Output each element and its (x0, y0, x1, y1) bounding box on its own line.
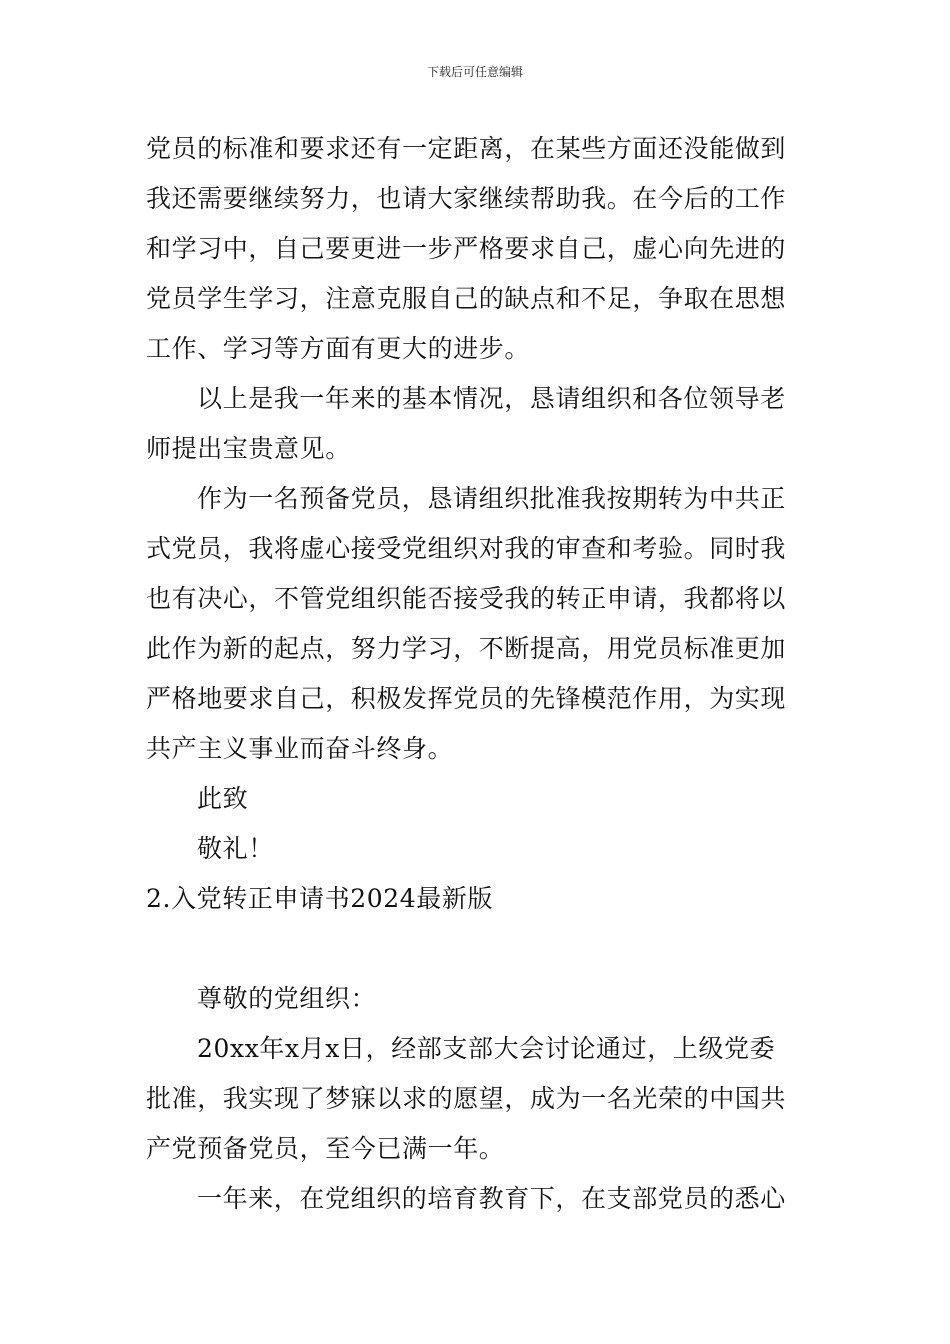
body-line: 批准，我实现了梦寐以求的愿望，成为一名光荣的中国共 (146, 1084, 787, 1113)
page-header-note: 下载后可任意编辑 (426, 65, 523, 79)
body-line: 式党员，我将虚心接受党组织对我的审查和考验。同时我 (146, 534, 787, 563)
body-line: 师提出宝贵意见。 (146, 434, 351, 463)
body-line: 20xx年x月x日，经部支部大会讨论通过，上级党委 (197, 1034, 776, 1063)
body-line: 工作、学习等方面有更大的进步。 (146, 334, 531, 363)
body-line: 党员的标准和要求还有一定距离，在某些方面还没能做到 (146, 134, 787, 163)
body-line: 作为一名预备党员，恳请组织批准我按期转为中共正 (197, 484, 786, 513)
letter-greeting: 尊敬的党组织： (197, 984, 377, 1013)
body-line: 我还需要继续努力，也请大家继续帮助我。在今后的工作 (146, 184, 787, 213)
body-line: 党员学生学习，注意克服自己的缺点和不足，争取在思想 (146, 284, 787, 313)
body-line: 产党预备党员，至今已满一年。 (146, 1134, 505, 1163)
closing-salutation: 此致 (197, 784, 249, 813)
body-line: 以上是我一年来的基本情况，恳请组织和各位领导老 (197, 384, 786, 413)
closing-regards: 敬礼！ (197, 834, 274, 863)
body-line: 严格地要求自己，积极发挥党员的先锋模范作用，为实现 (146, 684, 787, 713)
body-line: 也有决心，不管党组织能否接受我的转正申请，我都将以 (146, 584, 787, 613)
body-line: 和学习中，自己要更进一步严格要求自己，虚心向先进的 (146, 234, 787, 263)
body-line: 共产主义事业而奋斗终身。 (146, 734, 454, 763)
blank-line (146, 924, 808, 974)
body-line: 一年来，在党组织的培育教育下，在支部党员的悉心 (197, 1184, 786, 1213)
document-body (146, 124, 808, 1224)
body-line: 此作为新的起点，努力学习，不断提高，用党员标准更加 (146, 634, 787, 663)
section-heading: 2.入党转正申请书2024最新版 (146, 884, 494, 913)
